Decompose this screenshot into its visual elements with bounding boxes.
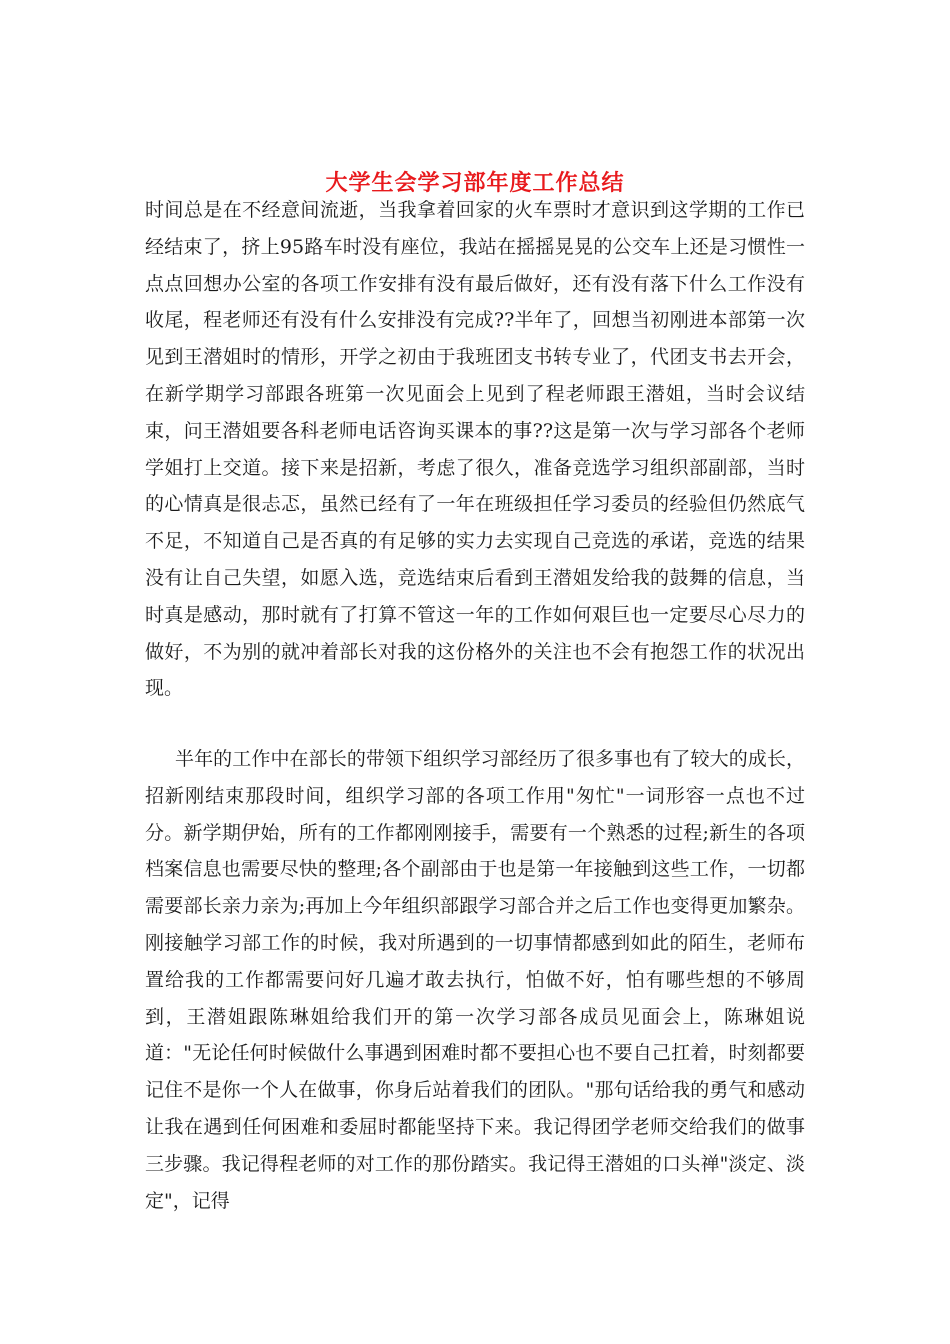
paragraph-2: 半年的工作中在部长的带领下组织学习部经历了很多事也有了较大的成长，招新刚结束那段时间，组织学习部的各项工作用"匆忙"一词形容一点也不过分。新学期伊始，所有的工作都刚刚接手，需要有一个熟悉的过程;新生的各项档案信息也需要尽快的整理;各个副部由于也是第一年接触到这些工作，一切都需要部长亲力亲为;再加上今年组织部跟学习部合并之后工作也变得更加繁杂。刚接触学习部工作的时候，我对所遇到的一切事情都感到如此的陌生，老师布置给我的工作都需要问好几遍才敢去执行，怕做不好，怕有哪些想的不够周到，王潜姐跟陈琳姐给我们开的第一次学习部各成员见面会上，陈琳姐说道："无论任何时候做什么事遇到困难时都不要担心也不要自己扛着，时刻都要记住不是你一个人在做事，你身后站着我们的团队。"那句话给我的勇气和感动让我在遇到任何困难和委屈时都能坚持下来。我记得团学老师交给我们的做事三步骤。我记得程老师的对工作的那份踏实。我记得王潜姐的口头禅"淡定、淡定"，记得 [145, 748, 805, 1212]
document-title: 大学生会学习部年度工作总结 [325, 170, 625, 196]
paragraph-1: 时间总是在不经意间流逝，当我拿着回家的火车票时才意识到这学期的工作已经结束了，挤上95路车时没有座位，我站在摇摇晃晃的公交车上还是习惯性一点点回想办公室的各项工作安排有没有最后做好，还有没有落下什么工作没有收尾，程老师还有没有什么安排没有完成??半年了，回想当初刚进本部第一次见到王潜姐时的情形，开学之初由于我班团支书转专业了，代团支书去开会，在新学期学习部跟各班第一次见面会上见到了程老师跟王潜姐，当时会议结束，问王潜姐要各科老师电话咨询买课本的事??这是第一次与学习部各个老师学姐打上交道。接下来是招新，考虑了很久，准备竞选学习组织部副部，当时的心情真是很忐忑，虽然已经有了一年在班级担任学习委员的经验但仍然底气不足，不知道自己是否真的有足够的实力去实现自己竞选的承诺，竞选的结果没有让自己失望，如愿入选，竞选结束后看到王潜姐发给我的鼓舞的信息，当时真是感动，那时就有了打算不管这一年的工作如何艰巨也一定要尽心尽力的做好，不为别的就冲着部长对我的这份格外的关注也不会有抱怨工作的状况出现。 [145, 199, 805, 700]
